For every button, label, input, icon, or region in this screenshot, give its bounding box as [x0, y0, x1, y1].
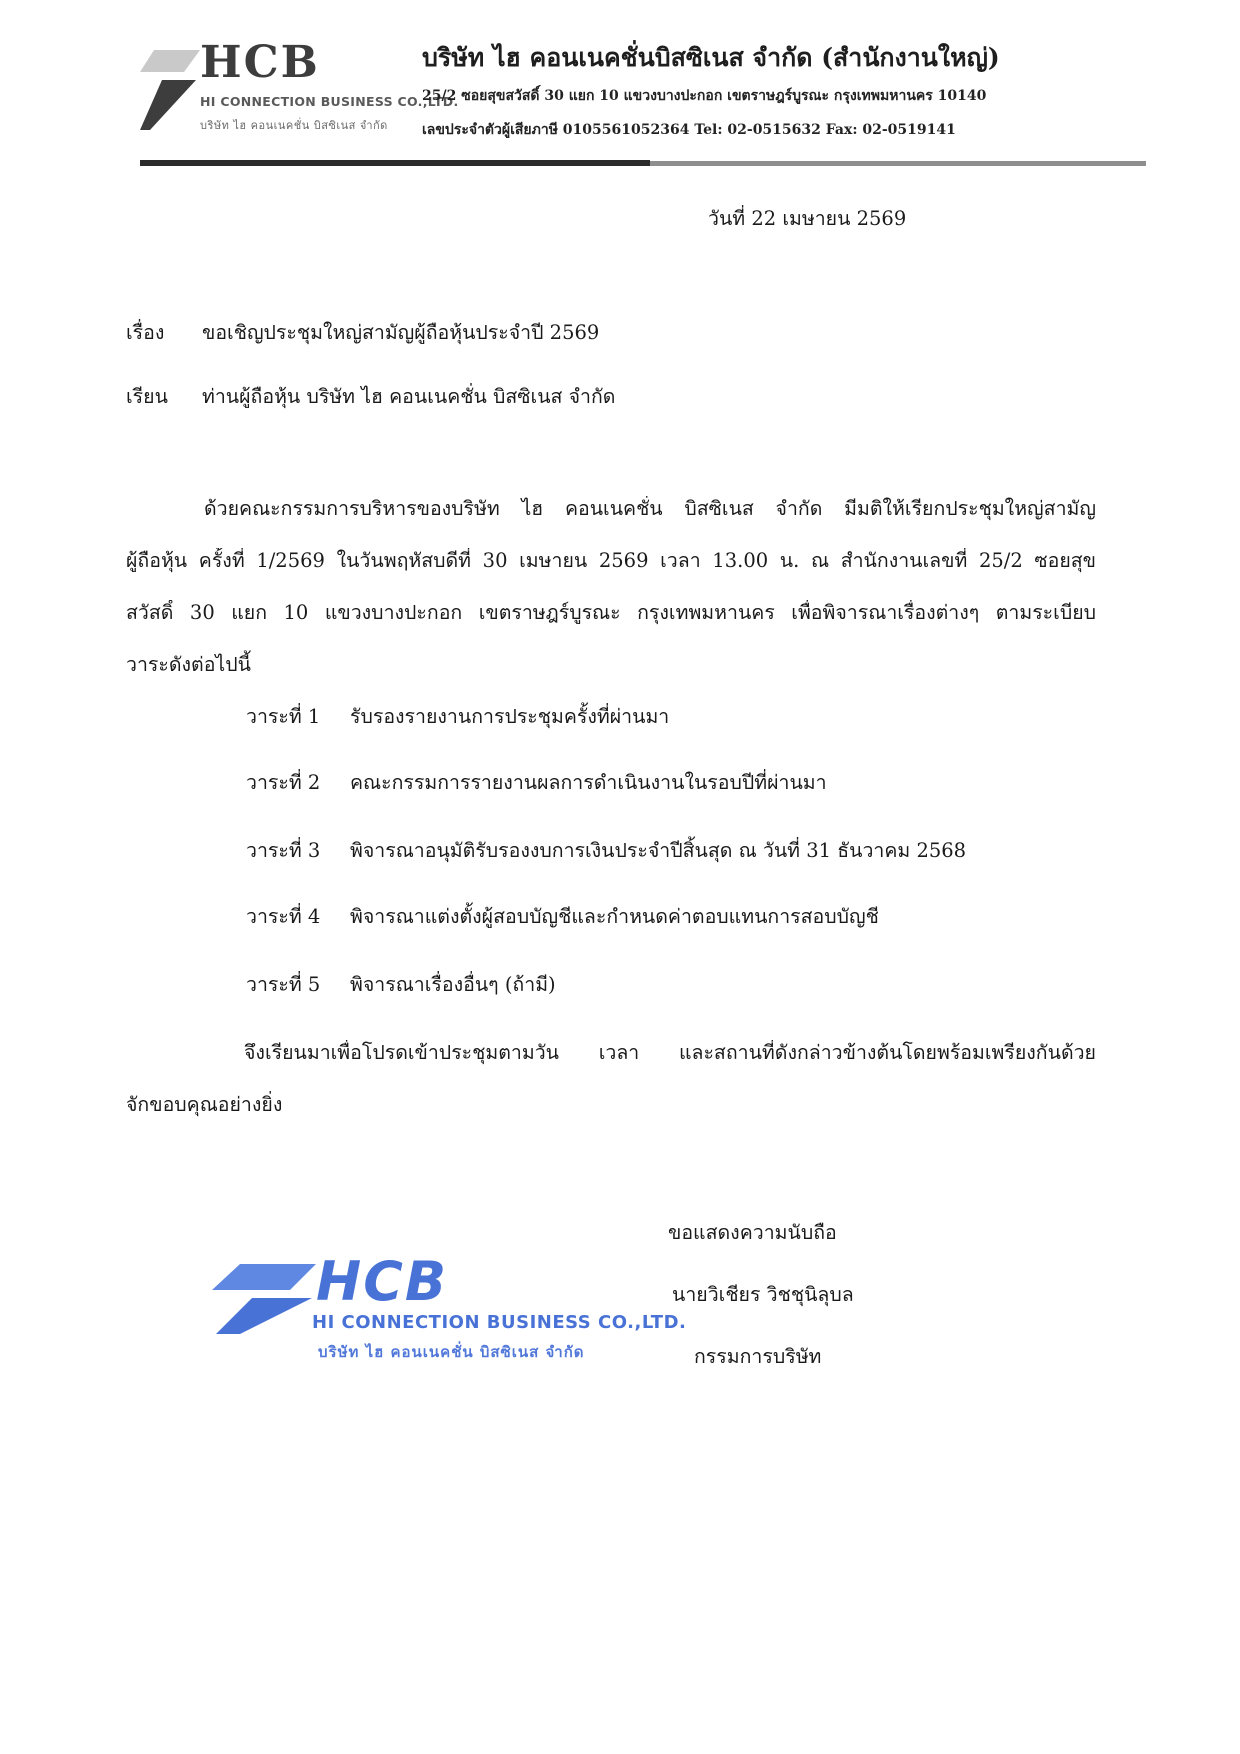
recipient-label: เรียน	[126, 385, 168, 408]
recipient-text: ท่านผู้ถือหุ้น บริษัท ไฮ คอนเนคชั่น บิสซิเนส จำกัด	[202, 385, 616, 408]
company-stamp	[212, 1250, 687, 1382]
signatory-title: กรรมการบริษัท	[694, 1345, 822, 1368]
logo-brand: HCB	[200, 37, 320, 88]
header-rule-light	[650, 161, 1146, 166]
company-name: บริษัท ไฮ คอนเนคชั่นบิสซิเนส จำกัด (สำนักงานใหญ่)	[422, 43, 1000, 72]
agenda-item: พิจารณาเรื่องอื่นๆ (ถ้ามี)	[350, 973, 556, 996]
agenda-item: พิจารณาอนุมัติรับรองงบการเงินประจำปีสิ้นสุด ณ วันที่ 31 ธันวาคม 2568	[350, 839, 967, 862]
stamp-brand: HCB	[316, 1250, 448, 1313]
agenda-label: วาระที่ 2	[246, 771, 321, 794]
logo-english-name: HI CONNECTION BUSINESS CO.,LTD.	[200, 94, 459, 109]
company-tax-contact: เลขประจำตัวผู้เสียภาษี 0105561052364 Tel: 02-0515632 Fax: 02-0519141	[422, 122, 956, 138]
closing-paragraph	[126, 1040, 1096, 1144]
body-line: วาระดังต่อไปนี้	[126, 653, 251, 676]
agenda-label: วาระที่ 4	[246, 905, 321, 928]
closing-line: จักขอบคุณอย่างยิ่ง	[126, 1093, 283, 1116]
agenda-label: วาระที่ 3	[246, 839, 321, 862]
logo-thai-name: บริษัท ไฮ คอนเนคชั่น บิสซิเนส จำกัด	[200, 119, 388, 132]
body-line: สวัสดิ์ 30 แยก 10 แขวงบางปะกอก เขตราษฎร์บูรณะ กรุงเทพมหานคร เพื่อพิจารณาเรื่องต่างๆ ตามระเบียบ	[126, 601, 1096, 624]
header-rule	[140, 160, 650, 166]
company-address: 25/2 ซอยสุขสวัสดิ์ 30 แยก 10 แขวงบางปะกอก เขตราษฎร์บูรณะ กรุงเทพมหานคร 10140	[422, 88, 987, 104]
signatory-name: นายวิเชียร วิชชุนิลุบล	[672, 1283, 854, 1306]
agenda-label: วาระที่ 1	[246, 705, 321, 728]
company-logo	[140, 36, 459, 136]
stamp-mark-icon	[212, 1264, 316, 1334]
body-paragraph	[126, 496, 1096, 704]
body-line: ด้วยคณะกรรมการบริหารของบริษัท ไฮ คอนเนคชั่น บิสซิเนส จำกัด มีมติให้เรียกประชุมใหญ่สามัญ	[204, 497, 1096, 520]
stamp-english-name: HI CONNECTION BUSINESS CO.,LTD.	[312, 1312, 687, 1333]
signature-regards: ขอแสดงความนับถือ	[668, 1221, 837, 1244]
stamp-thai-name: บริษัท ไฮ คอนเนคชั่น บิสซิเนส จำกัด	[318, 1343, 585, 1361]
subject-label: เรื่อง	[126, 321, 165, 344]
closing-line: จึงเรียนมาเพื่อโปรดเข้าประชุมตามวัน เวลา และสถานที่ดังกล่าวข้างต้นโดยพร้อมเพรียงกันด้วย	[244, 1041, 1096, 1064]
agenda-item: คณะกรรมการรายงานผลการดำเนินงานในรอบปีที่ผ่านมา	[350, 771, 827, 794]
body-line: ผู้ถือหุ้น ครั้งที่ 1/2569 ในวันพฤหัสบดีที่ 30 เมษายน 2569 เวลา 13.00 น. ณ สำนักงานเลขที่ 25/2 ซอยสุข	[126, 549, 1096, 572]
agenda-item: พิจารณาแต่งตั้งผู้สอบบัญชีและกำหนดค่าตอบแทนการสอบบัญชี	[350, 905, 879, 928]
subject-text: ขอเชิญประชุมใหญ่สามัญผู้ถือหุ้นประจำปี 2569	[202, 321, 600, 344]
letter-date: วันที่ 22 เมษายน 2569	[708, 207, 907, 230]
logo-mark-icon	[140, 50, 200, 130]
agenda-label: วาระที่ 5	[246, 973, 321, 996]
agenda-item: รับรองรายงานการประชุมครั้งที่ผ่านมา	[350, 705, 670, 728]
